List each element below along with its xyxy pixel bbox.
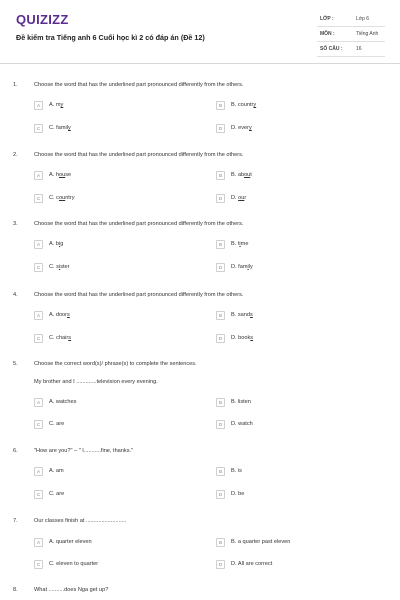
answer-option-a[interactable] — [34, 467, 184, 477]
option-letter-box[interactable]: B — [216, 467, 225, 476]
option-text-part: C. c — [49, 195, 59, 201]
option-text — [231, 312, 253, 318]
option-text — [231, 102, 256, 108]
answer-option-b[interactable] — [216, 101, 366, 111]
option-text — [49, 491, 64, 497]
option-letter-box[interactable]: C — [34, 194, 43, 203]
meta-divider — [317, 56, 385, 57]
underlined-letters: y — [249, 125, 252, 131]
underlined-letters: ou — [58, 172, 66, 178]
answer-option-b[interactable] — [216, 538, 366, 548]
answer-option-b[interactable] — [216, 240, 366, 250]
underlined-letters: i — [247, 264, 249, 270]
option-text-part: ly — [248, 264, 253, 270]
question-text: Choose the correct word(s)/ phrase(s) to complete the sentences. — [34, 361, 197, 367]
question-text: "How are you?" – " I...........fine, thanks." — [34, 448, 134, 454]
option-text-part: A. m — [49, 102, 61, 108]
option-text-part: ster — [60, 264, 70, 270]
option-text-part: C. s — [49, 264, 59, 270]
option-letter-box[interactable]: A — [34, 240, 43, 249]
option-letter-box[interactable]: D — [216, 420, 225, 429]
option-text — [231, 172, 252, 178]
option-text-part: se — [65, 172, 72, 178]
answer-option-a[interactable] — [34, 398, 184, 408]
option-letter-box[interactable]: B — [216, 311, 225, 320]
option-text-part: A. quarter eleven — [49, 539, 92, 545]
meta-divider — [317, 41, 385, 42]
question-number: 2. — [13, 152, 18, 158]
meta-count-label: SỐ CÂU : — [320, 46, 343, 52]
underlined-letters: i — [58, 241, 61, 247]
underlined-letters: ou — [244, 172, 251, 178]
option-text-part: B. ab — [231, 172, 245, 178]
question-number: 7. — [13, 518, 18, 524]
option-text-part: D. book — [231, 335, 251, 341]
option-letter-box[interactable]: C — [34, 420, 43, 429]
option-text-part: D. All are correct — [231, 561, 273, 567]
option-text — [231, 491, 244, 497]
answer-option-b[interactable] — [216, 171, 366, 181]
option-letter-box[interactable]: B — [216, 101, 225, 110]
question-text: Choose the word that has the underlined part pronounced differently from the others. — [34, 292, 244, 298]
option-text — [49, 399, 76, 405]
answer-option-c[interactable] — [34, 490, 184, 500]
option-text — [231, 399, 251, 405]
option-letter-box[interactable]: B — [216, 398, 225, 407]
underlined-letters: y — [67, 125, 71, 131]
option-text-part: ntry — [65, 195, 75, 201]
answer-option-d[interactable] — [216, 124, 366, 134]
option-text-part: A. h — [49, 172, 59, 178]
answer-option-d[interactable] — [216, 420, 366, 430]
option-letter-box[interactable]: A — [34, 467, 43, 476]
option-text-part: B. listen — [231, 399, 251, 405]
option-text-part: t — [250, 172, 252, 178]
option-letter-box[interactable]: A — [34, 101, 43, 110]
option-text-part: C. are — [49, 421, 65, 427]
answer-option-b[interactable] — [216, 467, 366, 477]
option-letter-box[interactable]: D — [216, 334, 225, 343]
option-text-part: me — [240, 241, 249, 247]
option-letter-box[interactable]: C — [34, 560, 43, 569]
underlined-letters: s — [67, 312, 70, 318]
option-letter-box[interactable]: A — [34, 398, 43, 407]
worksheet-header — [0, 0, 400, 64]
answer-option-c[interactable] — [34, 194, 184, 204]
option-text — [49, 561, 98, 567]
meta-divider — [317, 26, 385, 27]
question-prompt: My brother and I .............television every evening. — [34, 379, 158, 385]
answer-option-d[interactable] — [216, 334, 366, 344]
meta-class-value: Lớp 6 — [356, 16, 370, 22]
answer-option-c[interactable] — [34, 263, 184, 273]
option-letter-box[interactable]: C — [34, 124, 43, 133]
option-text — [231, 264, 253, 270]
quizizz-logo[interactable]: QUIZIZZ — [16, 12, 69, 27]
option-text-part: A. watches — [49, 399, 77, 405]
option-text-part: D. watch — [231, 421, 253, 427]
option-text-part: B. countr — [231, 102, 254, 108]
option-text — [231, 241, 248, 247]
option-text — [49, 468, 64, 474]
option-text-part: B. sand — [231, 312, 250, 318]
question-text: Choose the word that has the underlined part pronounced differently from the others. — [34, 221, 244, 227]
question-number: 4. — [13, 292, 18, 298]
option-letter-box[interactable]: C — [34, 490, 43, 499]
question-text: What ..........does Nga get up? — [34, 587, 109, 593]
option-letter-box[interactable]: D — [216, 194, 225, 203]
option-letter-box[interactable]: D — [216, 124, 225, 133]
answer-option-b[interactable] — [216, 311, 366, 321]
option-letter-box[interactable]: B — [216, 171, 225, 180]
answer-option-c[interactable] — [34, 334, 184, 344]
option-text — [231, 125, 252, 131]
option-letter-box[interactable]: B — [216, 240, 225, 249]
answer-option-c[interactable] — [34, 560, 184, 570]
question-number: 8. — [13, 587, 18, 593]
option-text — [231, 421, 253, 427]
question-number: 6. — [13, 448, 18, 454]
option-text — [49, 421, 64, 427]
option-text-part: A. door — [49, 312, 68, 318]
meta-subject-value: Tiếng Anh — [356, 31, 379, 37]
option-text-part: D. be — [231, 491, 245, 497]
answer-option-d[interactable] — [216, 560, 366, 570]
answer-option-a[interactable] — [34, 171, 184, 181]
option-text-part: B. a quarter past eleven — [231, 539, 291, 545]
meta-count-value: 16 — [356, 46, 362, 52]
option-text-part: D. — [231, 195, 239, 201]
underlined-letters: i — [58, 264, 61, 270]
option-letter-box[interactable]: C — [34, 334, 43, 343]
answer-option-d[interactable] — [216, 194, 366, 204]
underlined-letters: y — [253, 102, 257, 108]
document-title: Đề kiểm tra Tiếng anh 6 Cuối học kì 2 có đáp án (Đề 12) — [16, 33, 205, 42]
option-text — [49, 241, 63, 247]
meta-subject-label: MÔN : — [320, 31, 335, 37]
question-text: Choose the word that has the underlined part pronounced differently from the others. — [34, 82, 244, 88]
answer-option-b[interactable] — [216, 398, 366, 408]
option-text — [231, 539, 290, 545]
option-letter-box[interactable]: D — [216, 560, 225, 569]
option-letter-box[interactable]: C — [34, 263, 43, 272]
option-letter-box[interactable]: A — [34, 311, 43, 320]
option-text-part: g — [60, 241, 64, 247]
option-text-part: C. are — [49, 491, 65, 497]
option-text — [49, 335, 71, 341]
option-text — [231, 195, 246, 201]
underlined-letters: s — [249, 312, 253, 318]
option-letter-box[interactable]: D — [216, 490, 225, 499]
meta-class-label: LỚP : — [320, 16, 334, 22]
option-text — [231, 468, 242, 474]
answer-option-c[interactable] — [34, 124, 184, 134]
underlined-letters: s — [68, 335, 72, 341]
option-text — [49, 125, 71, 131]
option-letter-box[interactable]: A — [34, 538, 43, 547]
underlined-letters: s — [250, 335, 254, 341]
answer-option-a[interactable] — [34, 101, 184, 111]
answer-option-a[interactable] — [34, 240, 184, 250]
question-text: Our classes finish at .......................... — [34, 518, 127, 524]
option-text-part: C. chair — [49, 335, 69, 341]
option-text — [231, 335, 253, 341]
option-text-part: C. eleven to quarter — [49, 561, 99, 567]
option-text — [49, 539, 92, 545]
answer-option-c[interactable] — [34, 420, 184, 430]
option-letter-box[interactable]: D — [216, 263, 225, 272]
option-text — [49, 264, 70, 270]
question-number: 1. — [13, 82, 18, 88]
option-letter-box[interactable]: A — [34, 171, 43, 180]
option-text — [231, 561, 272, 567]
option-text-part: C. famil — [49, 125, 68, 131]
option-text-part: B. is — [231, 468, 242, 474]
answer-option-a[interactable] — [34, 538, 184, 548]
option-text-part: D. fam — [231, 264, 248, 270]
answer-option-a[interactable] — [34, 311, 184, 321]
option-text-part: r — [244, 195, 247, 201]
question-text: Choose the word that has the underlined part pronounced differently from the others. — [34, 152, 244, 158]
underlined-letters: ou — [238, 195, 245, 201]
option-letter-box[interactable]: B — [216, 538, 225, 547]
underlined-letters: y — [60, 102, 64, 108]
option-text-part: D. ever — [231, 125, 250, 131]
option-text-part: A. b — [49, 241, 59, 247]
option-text-part: B. t — [231, 241, 240, 247]
option-text — [49, 102, 63, 108]
answer-option-d[interactable] — [216, 490, 366, 500]
underlined-letters: ou — [58, 195, 66, 201]
option-text-part: A. am — [49, 468, 64, 474]
option-text — [49, 172, 71, 178]
question-number: 3. — [13, 221, 18, 227]
underlined-letters: i — [239, 241, 241, 247]
question-number: 5. — [13, 361, 18, 367]
option-text — [49, 312, 70, 318]
answer-option-d[interactable] — [216, 263, 366, 273]
option-text — [49, 195, 75, 201]
